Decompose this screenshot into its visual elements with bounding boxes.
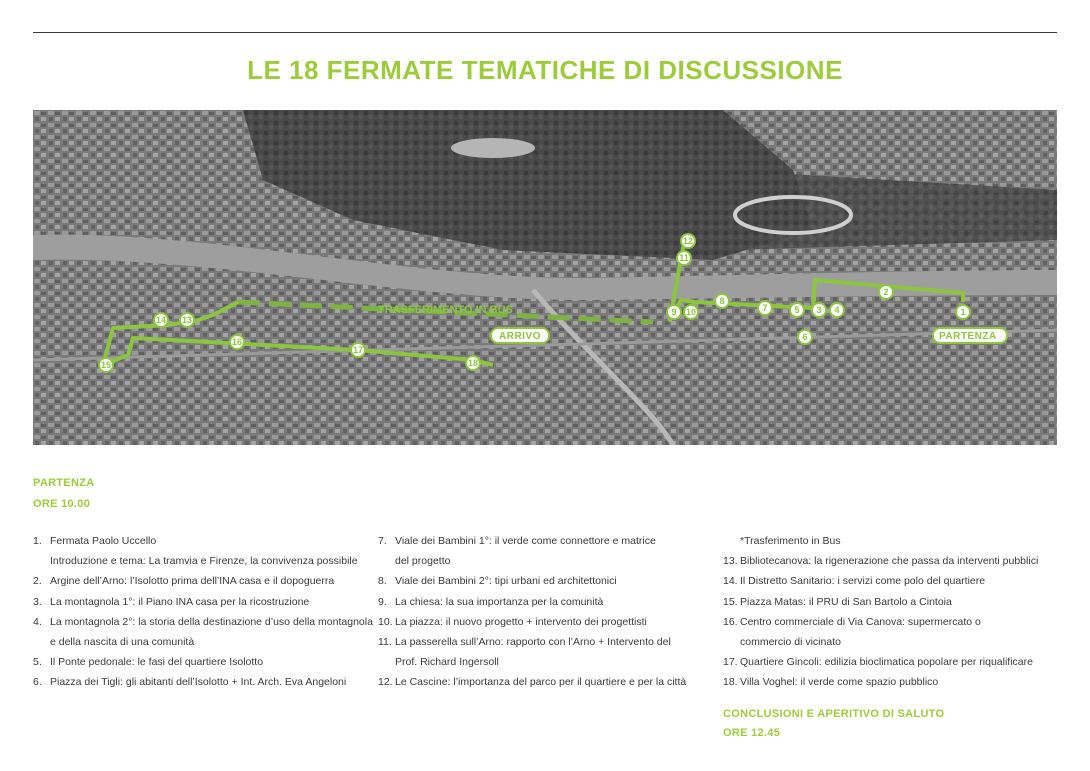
list-item-12: 12. Le Cascine: l’importanza del parco per il quartiere e per la città [378,676,687,689]
stop-15 [99,358,113,372]
list-item-9: 9. La chiesa: la sua importanza per la comunità [378,595,604,608]
top-rule [33,32,1057,33]
svg-text:14: 14 [155,315,167,325]
bus-transfer-note: *Trasferimento in Bus [740,535,841,547]
arrivo-text: ARRIVO [499,331,541,342]
end-label: CONCLUSIONI E APERITIVO DI SALUTO [723,708,945,720]
stop-5 [790,303,804,317]
stop-16 [230,335,244,349]
list-item-15: 15. Piazza Matas: il PRU di San Bartolo a Cintoia [723,595,952,608]
list-item-5: 5. Il Ponte pedonale: le fasi del quartiere Isolotto [33,656,264,669]
list-item-17: 17. Quartiere Gincoli: edilizia bioclimatica popolare per riqualificare [723,656,1033,669]
list-item-11: 11. La passerella sull’Arno: rapporto con l’Arno + Intervento del Prof. Richard Ingersoll [378,636,671,669]
route-map [33,110,1057,445]
stops-column-1 [33,531,373,693]
list-item-4: 4. La montagnola 2°: la storia della destinazione d’uso della montagnola e della nascita di una comunità [33,615,373,649]
stop-8 [715,294,729,308]
svg-text:1: 1 [960,307,966,317]
list-item-18: 18. Villa Voghel: il verde come spazio pubblico [723,676,939,689]
stops-column-2 [378,531,708,693]
stop-14 [154,313,168,327]
svg-text:3: 3 [816,305,822,315]
stop-11 [677,251,691,265]
list-item-14: 14. Il Distretto Sanitario: i servizi come polo del quartiere [723,575,986,588]
svg-text:12: 12 [682,236,694,246]
stop-17 [351,343,365,357]
arrivo-tag [491,328,549,343]
svg-text:4: 4 [834,305,840,315]
list-item-7: 7. Viale dei Bambini 1°: il verde come connettore e matrice del progetto [378,535,656,568]
page-title: LE 18 FERMATE TEMATICHE DI DISCUSSIONE [247,55,843,85]
bus-transfer-label: TRASFERIMENTO IN BUS [378,304,513,316]
svg-text:16: 16 [231,337,243,347]
stop-4 [830,303,844,317]
stop-6 [798,330,812,344]
stop-9 [667,305,681,319]
svg-text:11: 11 [679,253,689,263]
svg-text:8: 8 [719,296,725,306]
stop-18 [466,356,480,370]
partenza-tag [933,328,1007,343]
svg-text:10: 10 [685,307,697,317]
stops-column-3 [723,531,1063,693]
list-item-6: 6. Piazza dei Tigli: gli abitanti dell’Isolotto + Int. Arch. Eva Angeloni [33,676,347,689]
list-item-16: 16. Centro commerciale di Via Canova: supermercato o commercio di vicinato [723,615,981,649]
svg-text:13: 13 [181,315,193,325]
partenza-text: PARTENZA [939,331,997,342]
stop-3 [812,303,826,317]
svg-text:6: 6 [802,332,808,342]
stadium [451,138,535,158]
svg-text:7: 7 [762,303,768,313]
stop-12 [681,234,695,248]
svg-text:9: 9 [671,307,677,317]
stop-13 [180,313,194,327]
start-time: ORE 10.00 [33,498,91,510]
list-item-3: 3. La montagnola 1°: il Piano INA casa per la ricostruzione [33,595,310,608]
svg-text:17: 17 [352,345,364,355]
stop-10 [684,305,698,319]
stop-1 [956,305,970,319]
list-item-10: 10. La piazza: il nuovo progetto + intervento dei progettisti [378,615,647,628]
svg-text:18: 18 [467,358,479,368]
list-item-13: 13. Bibliotecanova: la rigenerazione che passa da interventi pubblici [723,555,1039,568]
svg-text:5: 5 [794,305,800,315]
list-item-8: 8. Viale dei Bambini 2°: tipi urbani ed architettonici [378,575,617,588]
svg-text:2: 2 [883,287,889,297]
start-label: PARTENZA [33,477,95,489]
map-svg [33,110,1057,445]
list-item-2: 2. Argine dell’Arno: l’Isolotto prima dell’INA casa e il dopoguerra [33,575,335,588]
stop-2 [879,285,893,299]
end-time: ORE 12.45 [723,727,781,739]
svg-text:15: 15 [100,360,112,370]
stop-7 [758,301,772,315]
list-item-1: 1. Fermata Paolo Uccello Introduzione e tema: La tramvia e Firenze, la convivenza possibile [33,535,358,568]
